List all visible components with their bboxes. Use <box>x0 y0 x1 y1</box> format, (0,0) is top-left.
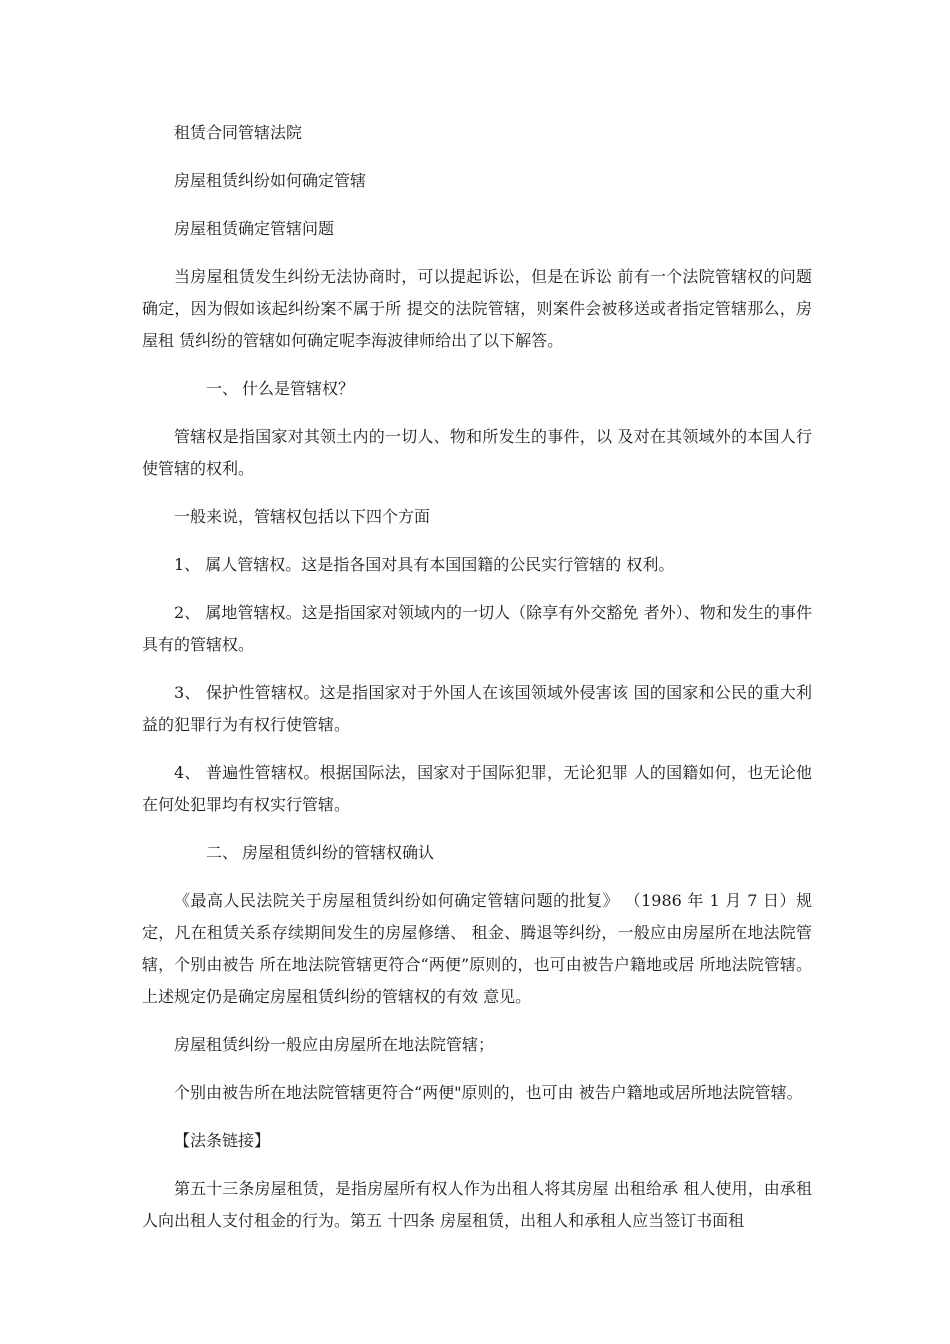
paragraph: 一般来说，管辖权包括以下四个方面 <box>174 507 431 526</box>
section-number: 一、 <box>206 379 239 398</box>
intro-paragraph: 当房屋租赁发生纠纷无法协商时，可以提起诉讼，但是在诉讼 前有一个法院管辖权的问题确定，因为假如该起纠纷案不属于所 提交的法院管辖，则案件会被移送或者指定管辖那么，房屋租 赁纠纷的管辖如何确定呢李海波律师给出了以下解答。 <box>142 267 812 350</box>
doc-subtitle: 房屋租赁纠纷如何确定管辖 <box>174 171 367 190</box>
section-heading-1 <box>142 373 812 405</box>
doc-title: 租赁合同管辖法院 <box>174 123 303 142</box>
list-item: 1、 属人管辖权。这是指各国对具有本国国籍的公民实行管辖的 权利。 <box>174 555 675 574</box>
paragraph: 个别由被告所在地法院管辖更符合“两便"原则的，也可由 被告户籍地或居所地法院管辖。 <box>174 1083 803 1102</box>
section-title: 什么是管辖权？ <box>242 379 355 398</box>
paragraph: 房屋租赁纠纷一般应由房屋所在地法院管辖； <box>174 1035 495 1054</box>
paragraph: 第五十三条房屋租赁，是指房屋所有权人作为出租人将其房屋 出租给承 租人使用，由承租人向出租人支付租金的行为。第五 十四条 房屋租赁，出租人和承租人应当签订书面租 <box>142 1179 812 1230</box>
paragraph: 《最高人民法院关于房屋租赁纠纷如何确定管辖问题的批复》 （1986 年 1 月 7 日）规定，凡在租赁关系存续期间发生的房屋修缮、 租金、腾退等纠纷，一般应由房屋所在地法院管辖，个别由被告 所在地法院管辖更符合“两便”原则的，也可由被告户籍地或居 所地法院管辖。上述规定仍是确定房屋租赁纠纷的管辖权的有效 意见。 <box>142 891 812 1006</box>
list-item: 2、 属地管辖权。这是指国家对领域内的一切人（除享有外交豁免 者外）、物和发生的事件具有的管辖权。 <box>142 603 812 654</box>
section-number: 二、 <box>206 843 239 862</box>
doc-subtitle-2: 房屋租赁确定管辖问题 <box>174 219 335 238</box>
list-item: 3、 保护性管辖权。这是指国家对于外国人在该国领域外侵害该 国的国家和公民的重大利益的犯罪行为有权行使管辖。 <box>142 683 812 734</box>
section-title: 房屋租赁纠纷的管辖权确认 <box>242 843 435 862</box>
document-page <box>142 117 812 1253</box>
law-link-heading: 【法条链接】 <box>174 1131 271 1150</box>
section-heading-2 <box>142 837 812 869</box>
paragraph: 管辖权是指国家对其领土内的一切人、物和所发生的事件，以 及对在其领域外的本国人行使管辖的权利。 <box>142 427 812 478</box>
list-item: 4、 普遍性管辖权。根据国际法，国家对于国际犯罪，无论犯罪 人的国籍如何，也无论他在何处犯罪均有权实行管辖。 <box>142 763 812 814</box>
